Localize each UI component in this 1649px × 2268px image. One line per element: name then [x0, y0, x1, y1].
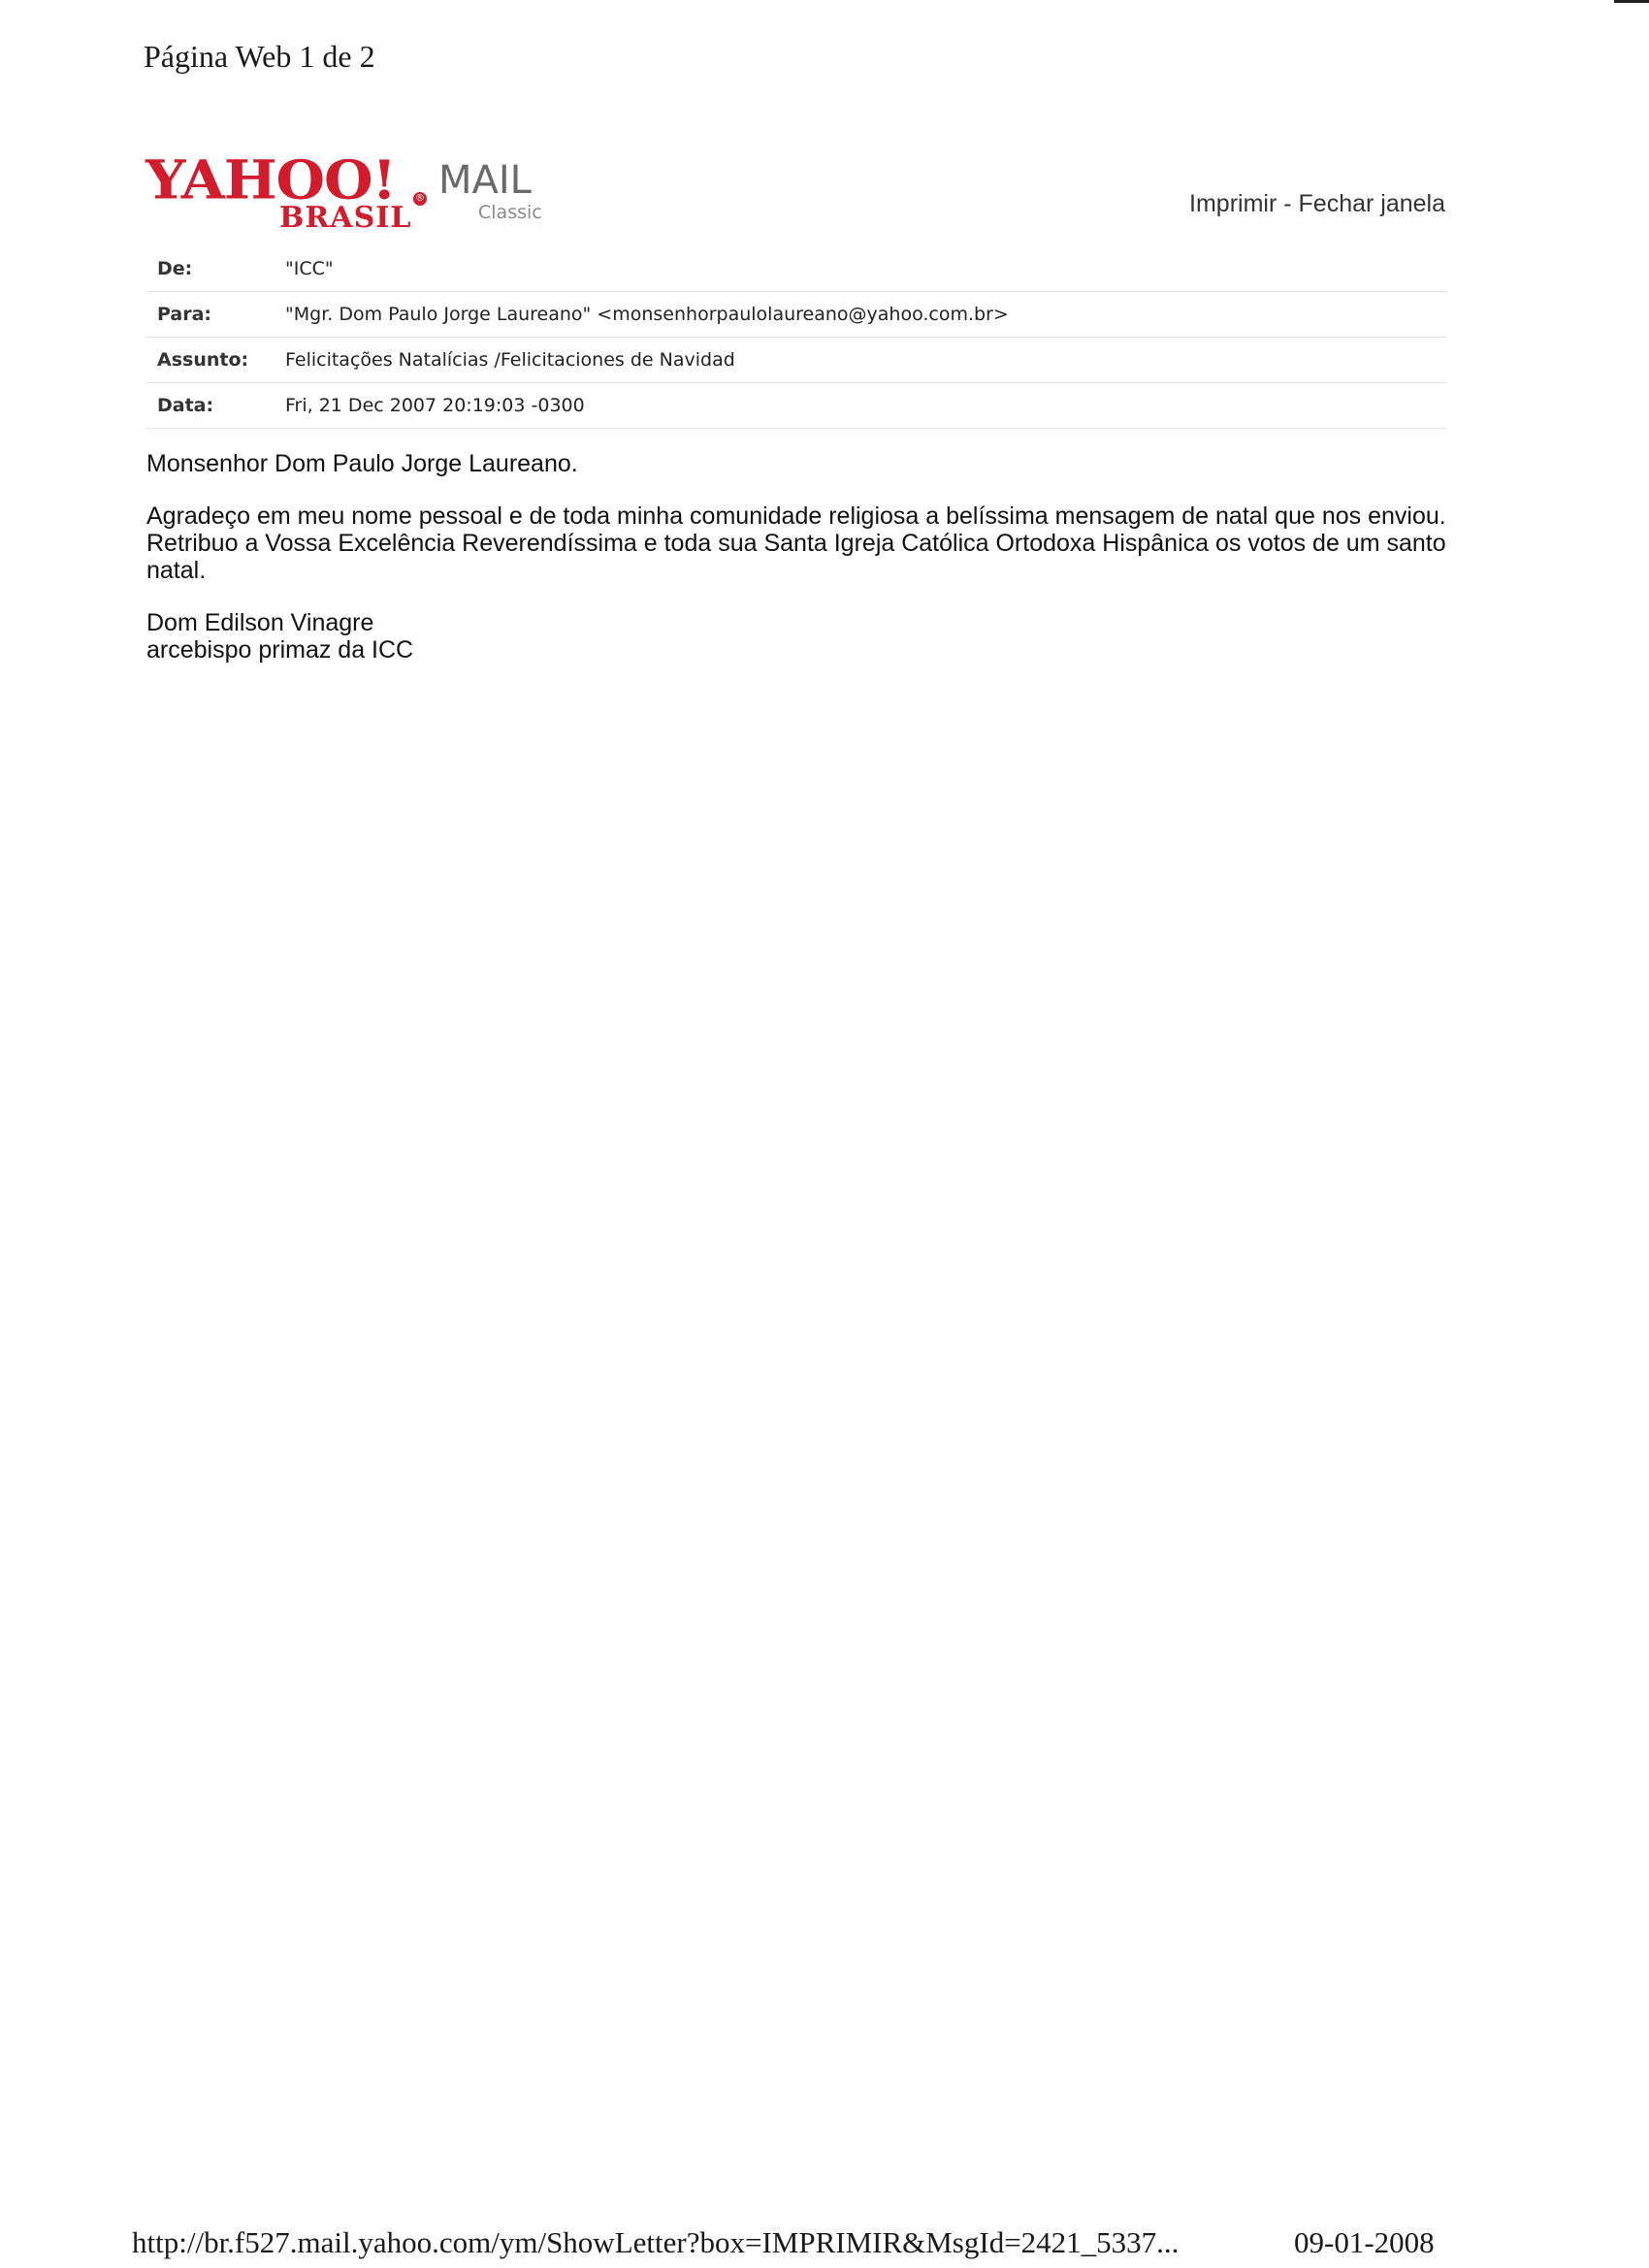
signature-name: Dom Edilson Vinagre: [146, 609, 374, 636]
header-row-date: [146, 383, 1447, 429]
print-page-header: Página Web 1 de 2: [144, 39, 375, 74]
window-actions: [1189, 190, 1445, 218]
message-greeting: Monsenhor Dom Paulo Jorge Laureano.: [146, 450, 578, 477]
header-row-from: [146, 246, 1447, 292]
from-value: "ICC": [285, 258, 334, 279]
message-headers: [146, 246, 1447, 429]
scan-edge-mark: [1614, 0, 1649, 3]
subject-label: Assunto:: [157, 349, 249, 371]
message-body: [146, 450, 1446, 664]
to-value: "Mgr. Dom Paulo Jorge Laureano" <monsenhorpaulolaureano@yahoo.com.br>: [285, 304, 1009, 325]
header-row-subject: [146, 338, 1447, 383]
date-label: Data:: [157, 395, 214, 416]
subject-value: Felicitações Natalícias /Felicitaciones de Navidad: [285, 349, 735, 371]
date-value: Fri, 21 Dec 2007 20:19:03 -0300: [285, 395, 585, 416]
link-separator: -: [1277, 190, 1299, 217]
logo-classic-text: Classic: [478, 202, 542, 223]
close-window-link[interactable]: Fechar janela: [1298, 190, 1445, 217]
from-label: De:: [157, 258, 193, 279]
print-footer-date: 09-01-2008: [1294, 2225, 1435, 2259]
header-row-to: [146, 292, 1447, 338]
logo-yahoo-text: YAHOO!: [146, 148, 397, 211]
registered-mark-icon: ®: [415, 193, 425, 204]
message-paragraph: Agradeço em meu nome pessoal e de toda minha comunidade religiosa a belíssima mensagem de natal que nos enviou. Retribuo a Vossa Excelência Reverendíssima e toda sua Santa Igreja Católica Ortodoxa Hispânica os votos de um santo natal.: [146, 502, 1446, 584]
print-link[interactable]: Imprimir: [1189, 190, 1277, 217]
print-footer-url: http://br.f527.mail.yahoo.com/ym/ShowLetter?box=IMPRIMIR&MsgId=2421_5337...: [132, 2225, 1180, 2259]
signature-title: arcebispo primaz da ICC: [146, 636, 414, 664]
yahoo-mail-logo: [146, 148, 572, 241]
to-label: Para:: [157, 304, 212, 325]
logo-mail-text: MAIL: [438, 158, 532, 203]
logo-brasil-text: BRASIL: [279, 201, 412, 235]
